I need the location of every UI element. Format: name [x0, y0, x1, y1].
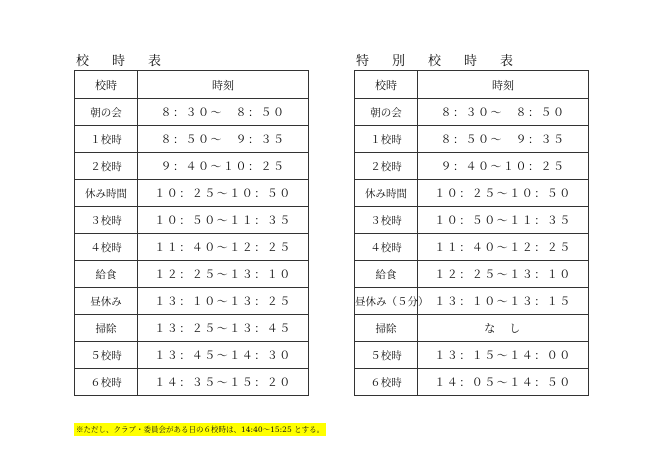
time-header: 時刻: [418, 71, 589, 99]
period-cell: ４校時: [75, 234, 138, 261]
period-cell: ３校時: [355, 207, 418, 234]
table-row: [355, 315, 589, 342]
table-row: [75, 315, 309, 342]
period-cell: ５校時: [355, 342, 418, 369]
table-row: [355, 288, 589, 315]
period-cell: ３校時: [75, 207, 138, 234]
table-row: [355, 369, 589, 396]
time-cell: １３：１０～１３：２５: [138, 288, 309, 315]
time-cell: １３：２５～１３：４５: [138, 315, 309, 342]
period-cell: 掃除: [75, 315, 138, 342]
regular-schedule-table: [74, 70, 309, 396]
time-cell: １３：１０～１３：１５: [418, 288, 589, 315]
table-row: [75, 153, 309, 180]
time-cell: １３：４５～１４：３０: [138, 342, 309, 369]
time-cell: ８：３０～ ８：５０: [418, 99, 589, 126]
period-cell: 朝の会: [75, 99, 138, 126]
period-cell: ６校時: [355, 369, 418, 396]
table-row: [355, 207, 589, 234]
time-cell: １１：４０～１２：２５: [138, 234, 309, 261]
time-cell: ９：４０～１０：２５: [138, 153, 309, 180]
table-row: [75, 369, 309, 396]
time-cell: １３：１５～１４：００: [418, 342, 589, 369]
time-cell: ８：５０～ ９：３５: [418, 126, 589, 153]
left-table-title: 校 時 表: [76, 54, 167, 69]
table-row: [75, 126, 309, 153]
time-cell: １０：５０～１１：３５: [138, 207, 309, 234]
time-cell: １１：４０～１２：２５: [418, 234, 589, 261]
time-cell: １４：３５～１５：２０: [138, 369, 309, 396]
table-row: [355, 153, 589, 180]
table-row: [355, 261, 589, 288]
table-header-row: [75, 71, 309, 99]
period-cell: ６校時: [75, 369, 138, 396]
period-cell: 昼休み（５分）: [355, 288, 418, 315]
period-cell: 昼休み: [75, 288, 138, 315]
table-row: [75, 207, 309, 234]
table-row: [355, 99, 589, 126]
time-cell: ８：３０～ ８：５０: [138, 99, 309, 126]
period-cell: ４校時: [355, 234, 418, 261]
table-row: [75, 180, 309, 207]
period-cell: １校時: [355, 126, 418, 153]
table-row: [355, 342, 589, 369]
table-row: [355, 234, 589, 261]
time-cell: １０：２５～１０：５０: [138, 180, 309, 207]
table-row: [75, 342, 309, 369]
table-header-row: [355, 71, 589, 99]
time-header: 時刻: [138, 71, 309, 99]
time-cell: ８：５０～ ９：３５: [138, 126, 309, 153]
table-row: [355, 180, 589, 207]
time-cell: ９：４０～１０：２５: [418, 153, 589, 180]
period-cell: 給食: [355, 261, 418, 288]
period-cell: 掃除: [355, 315, 418, 342]
period-cell: ５校時: [75, 342, 138, 369]
right-table-title: 特 別 校 時 表: [356, 54, 519, 69]
period-cell: ２校時: [75, 153, 138, 180]
club-day-note: ※ただし、クラブ・委員会がある日の６校時は、14:40～15:25 とする。: [76, 425, 325, 434]
period-cell: １校時: [75, 126, 138, 153]
time-cell: １２：２５～１３：１０: [418, 261, 589, 288]
period-cell: 休み時間: [75, 180, 138, 207]
period-cell: 休み時間: [355, 180, 418, 207]
table-row: [75, 288, 309, 315]
time-cell: な し: [418, 315, 589, 342]
table-row: [75, 261, 309, 288]
time-cell: １０：２５～１０：５０: [418, 180, 589, 207]
period-header: 校時: [355, 71, 418, 99]
special-schedule-table: [354, 70, 589, 396]
table-row: [355, 126, 589, 153]
time-cell: １２：２５～１３：１０: [138, 261, 309, 288]
table-row: [75, 234, 309, 261]
period-header: 校時: [75, 71, 138, 99]
time-cell: １０：５０～１１：３５: [418, 207, 589, 234]
period-cell: 給食: [75, 261, 138, 288]
time-cell: １４：０５～１４：５０: [418, 369, 589, 396]
period-cell: 朝の会: [355, 99, 418, 126]
table-row: [75, 99, 309, 126]
period-cell: ２校時: [355, 153, 418, 180]
